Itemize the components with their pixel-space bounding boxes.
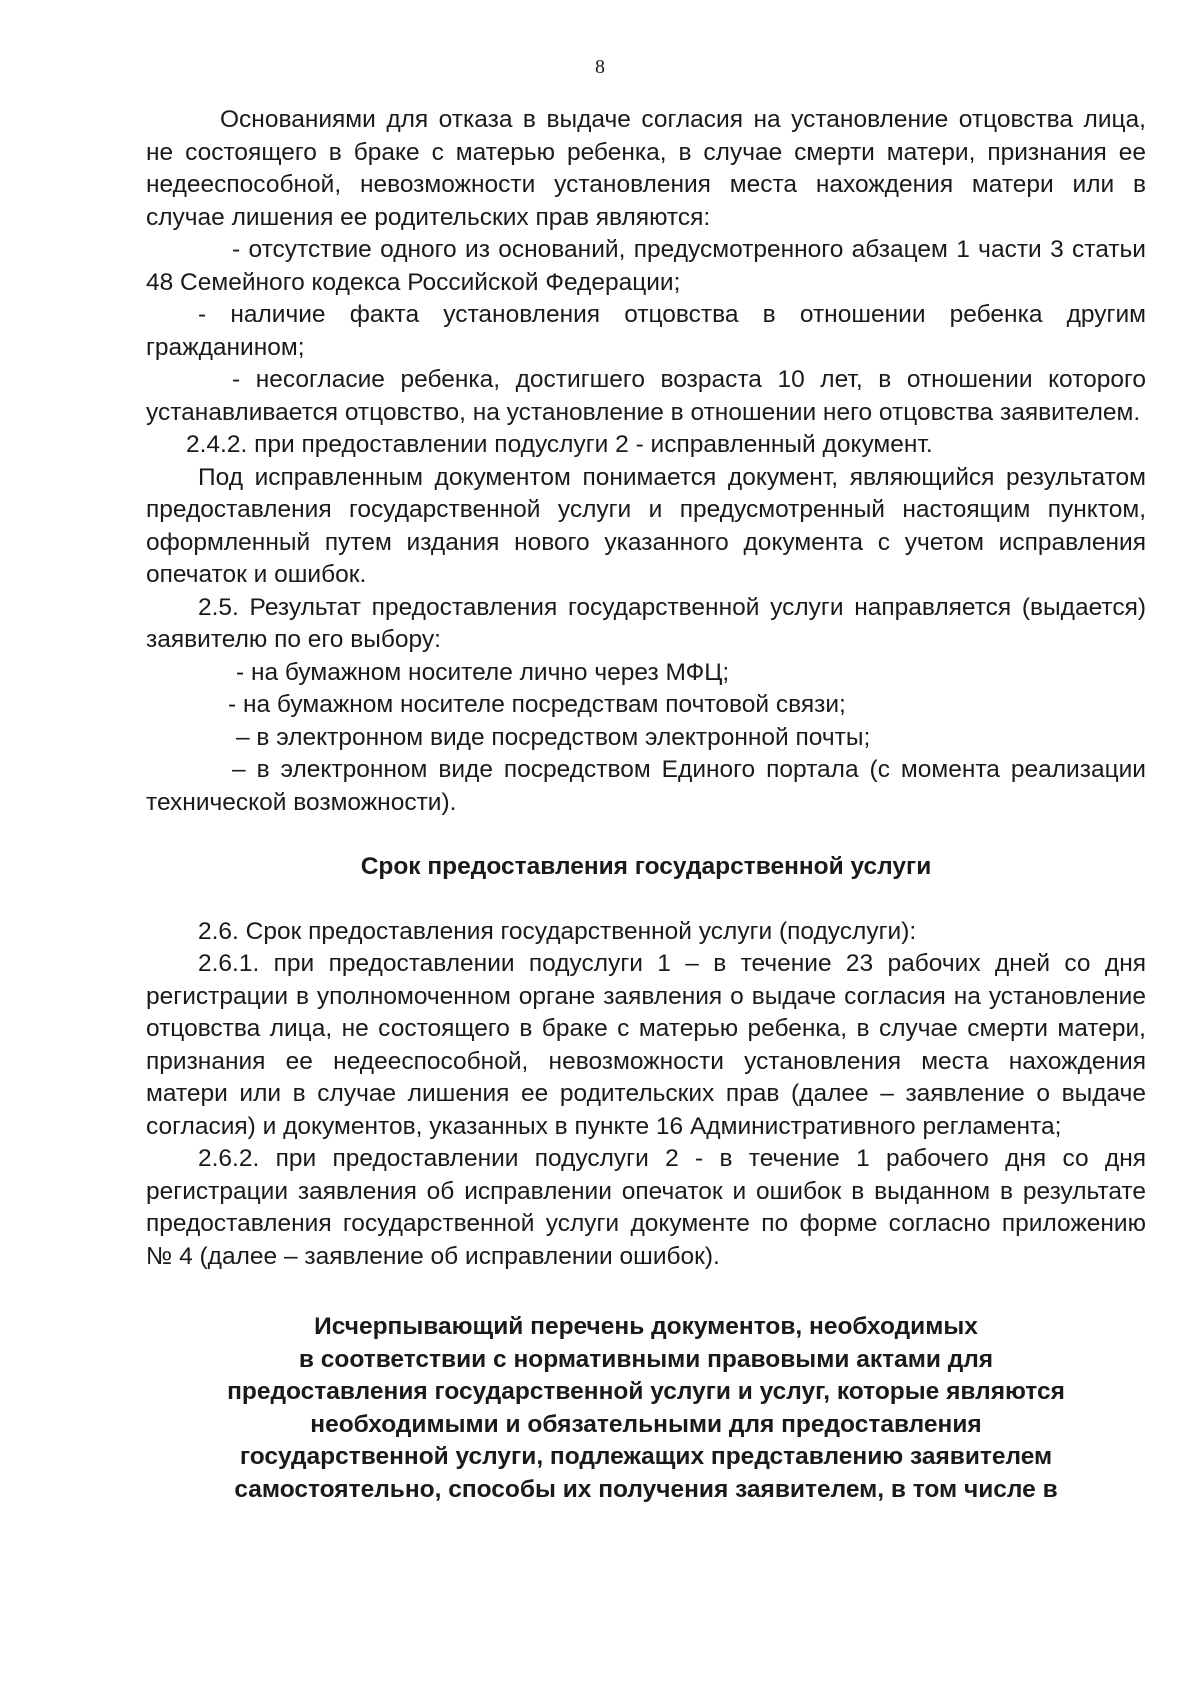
paragraph-2-5: 2.5. Результат предоставления государственной услуги направляется (выдается) заявителю по его выбору: — [146, 593, 1146, 653]
paragraph-result-item-2: - на бумажном носителе посредствам почтовой связи; — [228, 691, 846, 718]
heading-line: в соответствии с нормативными правовыми актами для — [298, 1345, 994, 1373]
paragraph-refusal-grounds: Основаниями для отказа в выдаче согласия на установление отцовства лица, не состоящего в браке с матерью ребенка, в случае смерти матери, признания ее недееспособной, невозможности установления места нахождения матери или в случае лишения ее родительских прав являются: — [146, 106, 1146, 231]
paragraph-corrected-document: Под исправленным документом понимается документ, являющийся результатом предоставления государственной услуги и предусмотренный настоящим пунктом, оформленный путем издания нового указанного документа с учетом исправления опечаток и ошибок. — [146, 463, 1146, 588]
heading-line: необходимыми и обязательными для предоставления — [310, 1410, 982, 1438]
paragraph-result-item-3: – в электронном виде посредством электронной почты; — [236, 723, 871, 751]
paragraph-refusal-item-3: - несогласие ребенка, достигшего возраста 10 лет, в отношении которого устанавливается отцовство, на установление в отношении него отцовства заявителем. — [146, 366, 1146, 426]
page-number: 8 — [595, 56, 605, 78]
paragraph-refusal-item-2: - наличие факта установления отцовства в отношении ребенка другим гражданином; — [146, 301, 1146, 361]
paragraph-refusal-item-1: - отсутствие одного из оснований, предусмотренного абзацем 1 части 3 статьи 48 Семейного кодекса Российской Федерации; — [146, 236, 1146, 296]
heading-line: предоставления государственной услуги и услуг, которые являются — [227, 1378, 1065, 1405]
paragraph-result-item-1: - на бумажном носителе лично через МФЦ; — [236, 658, 730, 686]
section-heading-documents — [146, 1311, 1146, 1506]
paragraph-result-item-4: – в электронном виде посредством Единого портала (с момента реализации технической возможности). — [146, 756, 1146, 816]
paragraph-2-6: 2.6. Срок предоставления государственной услуги (подуслуги): — [198, 917, 917, 945]
paragraph-2-4-2: 2.4.2. при предоставлении подуслуги 2 - исправленный документ. — [186, 431, 933, 458]
paragraph-2-6-2: 2.6.2. при предоставлении подуслуги 2 - в течение 1 рабочего дня со дня регистрации заявления об исправлении опечаток и ошибок в выданном в результате предоставления государственной услуги документе по форме согласно приложению № 4 (далее – заявление об исправлении ошибок). — [146, 1145, 1146, 1270]
heading-line: Исчерпывающий перечень документов, необходимых — [314, 1313, 978, 1340]
section-heading-term: Срок предоставления государственной услуги — [360, 853, 932, 880]
paragraph-2-6-1: 2.6.1. при предоставлении подуслуги 1 – в течение 23 рабочих дней со дня регистрации в уполномоченном органе заявления о выдаче согласия на установление отцовства лица, не состоящего в браке с матерью ребенка, в случае смерти матери, признания ее недееспособной, невозможности установления места нахождения матери или в случае лишения ее родительских прав (далее – заявление о выдаче согласия) и документов, указанных в пункте 16 Административного регламента; — [146, 950, 1146, 1140]
document-body — [146, 104, 1146, 1506]
heading-line: самостоятельно, способы их получения заявителем, в том числе в — [234, 1475, 1058, 1503]
heading-line: государственной услуги, подлежащих представлению заявителем — [239, 1443, 1053, 1470]
